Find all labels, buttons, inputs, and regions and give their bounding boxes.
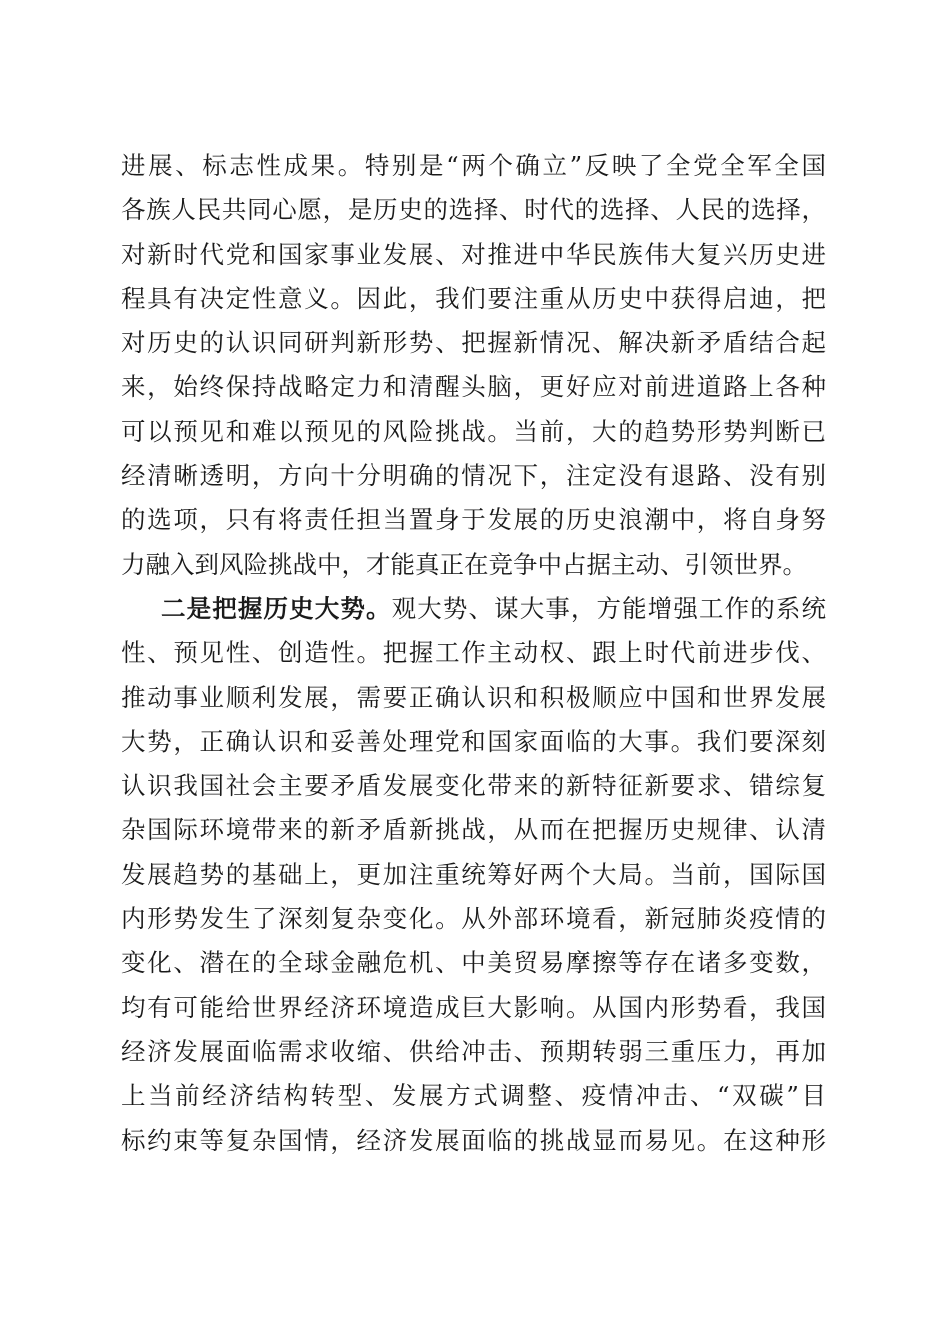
text-line: 对历史的认识同研判新形势、把握新情况、解决新矛盾结合起	[121, 328, 826, 358]
text-line: 标约束等复杂国情，经济发展面临的挑战显而易见。在这种形	[121, 1125, 826, 1155]
text-line: 杂国际环境带来的新矛盾新挑战，从而在把握历史规律、认清	[121, 815, 826, 845]
text-line: 变化、潜在的全球金融危机、中美贸易摩擦等存在诸多变数，	[121, 948, 826, 978]
paragraph-1	[121, 144, 826, 587]
text-line: 进展、标志性成果。特别是“两个确立”反映了全党全军全国	[121, 151, 826, 180]
text-line: 认识我国社会主要矛盾发展变化带来的新特征新要求、错综复	[121, 771, 826, 801]
text-line: 推动事业顺利发展，需要正确认识和积极顺应中国和世界发展	[121, 682, 826, 712]
text-line: 程具有决定性意义。因此，我们要注重从历史中获得启迪，把	[121, 283, 826, 313]
text-line: 上当前经济结构转型、发展方式调整、疫情冲击、“双碳”目	[121, 1081, 826, 1111]
text-line: 均有可能给世界经济环境造成巨大影响。从国内形势看，我国	[121, 992, 826, 1022]
text-line: 来，始终保持战略定力和清醒头脑，更好应对前进道路上各种	[121, 372, 826, 402]
text-line: 各族人民共同心愿，是历史的选择、时代的选择、人民的选择，	[121, 195, 826, 225]
text-line: 的选项，只有将责任担当置身于发展的历史浪潮中，将自身努	[121, 505, 826, 535]
paragraph-2	[121, 587, 826, 1163]
text-line: 力融入到风险挑战中，才能真正在竞争中占据主动、引领世界。	[121, 549, 807, 579]
heading-line-text: 观大势、谋大事，方能增强工作的系统	[391, 593, 827, 623]
text-line: 对新时代党和国家事业发展、对推进中华民族伟大复兴历史进	[121, 239, 826, 269]
text-line: 性、预见性、创造性。把握工作主动权、跟上时代前进步伐、	[121, 638, 826, 668]
text-line: 可以预见和难以预见的风险挑战。当前，大的趋势形势判断已	[121, 416, 826, 446]
text-line: 内形势发生了深刻复杂变化。从外部环境看，新冠肺炎疫情的	[121, 904, 826, 934]
text-line: 经济发展面临需求收缩、供给冲击、预期转弱三重压力，再加	[121, 1036, 826, 1066]
paragraph-2-first-line	[121, 587, 826, 631]
document-body	[121, 144, 826, 1163]
text-line: 经清晰透明，方向十分明确的情况下，注定没有退路、没有别	[121, 461, 826, 491]
text-line: 大势，正确认识和妥善处理党和国家面临的大事。我们要深刻	[121, 726, 826, 756]
section-heading: 二是把握历史大势。	[161, 593, 392, 623]
text-line: 发展趋势的基础上，更加注重统筹好两个大局。当前，国际国	[121, 859, 826, 889]
